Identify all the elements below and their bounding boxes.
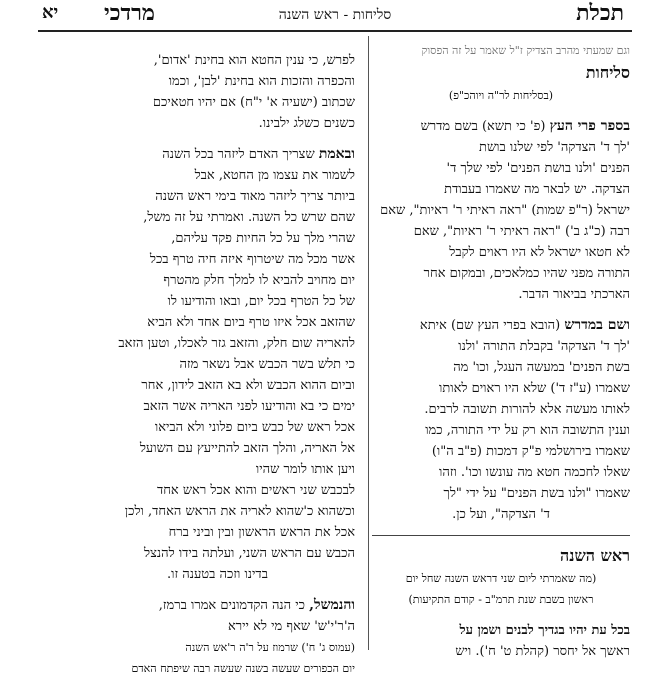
- paragraph-line: לאותו מעשה אלא להורות תשובה לרבים.: [424, 402, 630, 417]
- paragraph-line: ימים כי בא והודיעו לפני האריה אשר הזאב: [143, 399, 355, 414]
- section-title: סליחות - ראש השנה: [278, 7, 392, 23]
- section-separator: [372, 535, 630, 536]
- paragraph-line: והכפרה והזכות הוא בחינת 'לבן', וכמו: [168, 74, 355, 89]
- paragraph-line: בספר פרי העץ (פ' כי תשא) בשם מדרש: [420, 118, 630, 134]
- paragraph-lead: והנמשל,: [309, 597, 355, 613]
- paragraph-line: ובאמת שצריך האדם ליזהר בכל השנה: [162, 146, 355, 162]
- paragraph-line: וענין התשובה הוא רק על ידי התורה, כמו: [425, 423, 630, 438]
- paragraph-lead-line: בכל עת יהיו בגדיך לבנים ושמן על: [459, 623, 630, 638]
- paragraph-line: רבה (כ"ג ב') "ראה ראיתי ר' ראיות", שאם: [413, 224, 630, 239]
- paragraph-line: של כל הטרף בכל יום, ובאו והודיעו לו: [167, 294, 355, 309]
- left-column: [80, 40, 355, 679]
- page-header: [38, 0, 632, 32]
- paragraph-line: התורה מפני שהיו כמלאכים, ובמקום אחר: [423, 266, 630, 281]
- paragraph-line: בדינו וזכה בטענה זו.: [167, 567, 268, 582]
- paragraph-line: לשמור את עצמו מן החטא, אבל: [194, 168, 355, 183]
- page-number: יא: [42, 2, 59, 23]
- rosh-sub-line: (מה שאמרתי ליום שני דראש השנה שחל יום: [405, 572, 597, 585]
- paragraph-line: אכל ראש של כבש ביום פלוני ולא הביאו: [154, 420, 355, 435]
- paragraph-line: כשנים כשלג ילבינו.: [258, 116, 355, 131]
- paragraph-line: בשת הפנים' במעשה העגל, וכו' מה: [453, 360, 630, 375]
- paragraph-line: והנמשל, כי הנה הקדמונים אמרו ברמז,: [158, 597, 355, 613]
- paragraph-line: אשר מכל מה שיטרוף איזה חיה טרף בכל: [149, 252, 355, 267]
- paragraph-line: שאמרו (ע"ז ד') שלא היו ראוים לאותו: [439, 381, 630, 396]
- book-title: תכלת: [576, 0, 624, 26]
- paragraph-line: 'לך ד' הצדקה' לפי שלנו בושת: [479, 140, 630, 155]
- author-title: מרדכי: [104, 0, 155, 26]
- paragraph-line: 'לך ד' הצדקה' בקבלת התורה 'ולנו: [458, 339, 630, 354]
- paragraph-line: וביום ההוא הכבש ולא בא הזאב לידון, אחר: [141, 378, 355, 393]
- paragraph-line: הצדקה. יש לבאר מה שאמרו בעבודת: [444, 182, 630, 197]
- paragraph-line: כי תלש בשר הכבש אבל נשאר מזה: [179, 357, 355, 372]
- paragraph-line: אכל את הראש הראשון ובין וביני ברח: [168, 525, 355, 540]
- paragraph-line: (עמוס ג' ח') שרמוז על ר'ה ר'אש השנה: [185, 641, 355, 654]
- paragraph-line: הארכתי בביאור הדבר.: [518, 287, 630, 302]
- paragraph-line: ד' הצדקה", ועל כן.: [452, 507, 550, 522]
- paragraph-lead: בספר פרי העץ: [549, 118, 630, 134]
- paragraph-line: ושם במדרש (הובא בפרי העץ שם) איתא: [419, 317, 630, 333]
- column-divider: [368, 36, 369, 650]
- paragraph-line: יום מחויב להביא לו למלך חלק מהטרף: [163, 273, 355, 288]
- paragraph-lead: ושם במדרש: [564, 317, 630, 333]
- paragraph-line: שאמרו בירושלמי פ"ק דמכות (פ"ב ה"ו): [431, 444, 630, 459]
- right-column: [372, 40, 630, 662]
- paragraph-line: לפרש, כי ענין החטא הוא בחינת 'אדום',: [153, 53, 355, 68]
- paragraph-line: ישראל (ר"פ שמות) "ראה ראיתי ר' ראיות", שאם: [380, 203, 630, 218]
- paragraph-line: שהרי מלך על כל החיות פקד עליהם,: [171, 231, 355, 246]
- paragraph-lead: ובאמת: [318, 146, 355, 162]
- paragraph-line: שאלו לחכמה חטא מה עונשו וכו'. וזהו: [439, 465, 630, 480]
- paragraph-line: הפנים 'ולנו בושת הפנים' לפי שלך ד': [446, 161, 630, 176]
- selichot-subheading: (בסליחות לר"ה ויוהכ"פ): [448, 89, 554, 102]
- paragraph-line: שכתוב (ישעיה א' י"ח) אם יהיו חטאיכם: [152, 95, 355, 110]
- paragraph-line: שהם שרש כל השנה. ואמרתי על זה משל,: [143, 210, 355, 225]
- paragraph-line: ויען אותו לומר שהיו: [255, 462, 355, 477]
- paragraph-line: ה'ר'י'ש' שאף מי לא יירא: [227, 619, 355, 634]
- rosh-sub-line: ראשון בשבת שנת תרמ"ב - קודם התקיעות): [408, 593, 594, 606]
- faint-top-line: וגם שמעתי מהרב הצדיק ז"ל שאמר על זה הפסוק: [421, 44, 630, 57]
- paragraph-line: שהזאב אכל איזו טרף ביום אחד ולא הביא: [147, 315, 355, 330]
- paragraph-line: שאמרו "ולנו בשת הפנים" על ידי "לך: [443, 486, 630, 501]
- paragraph-line: אל האריה, והלך הזאב להתייעץ עם השועל: [139, 441, 355, 456]
- paragraph-line: הכבש עם הראש השני, ועלתה בידו להנצל: [144, 546, 355, 561]
- paragraph-line: לא חטאו ישראל לא היו ראוים לקבל: [449, 245, 630, 260]
- rosh-hashana-heading: ראש השנה: [560, 546, 630, 565]
- paragraph-line: יום הכפורים שעשה בשנה שעשה רבה שיפתח האדם: [131, 662, 355, 675]
- paragraph-line: וכשהוא כ'שהוא לאריה את הראש האחד, ולכן: [124, 504, 355, 519]
- paragraph-line: ביותר צריך ליזהר מאוד בימי ראש השנה: [155, 189, 355, 204]
- paragraph-line: להאריה שום חלק, והזאב גזר לאכלו, וטען הזאב: [118, 336, 355, 351]
- paragraph-line: ראשך אל יחסר (קהלת ט' ח'). ויש: [455, 644, 630, 659]
- paragraph-line: לבכבש שני ראשים והוא אכל ראש אחד: [156, 483, 355, 498]
- selichot-heading: סליחות: [585, 63, 630, 82]
